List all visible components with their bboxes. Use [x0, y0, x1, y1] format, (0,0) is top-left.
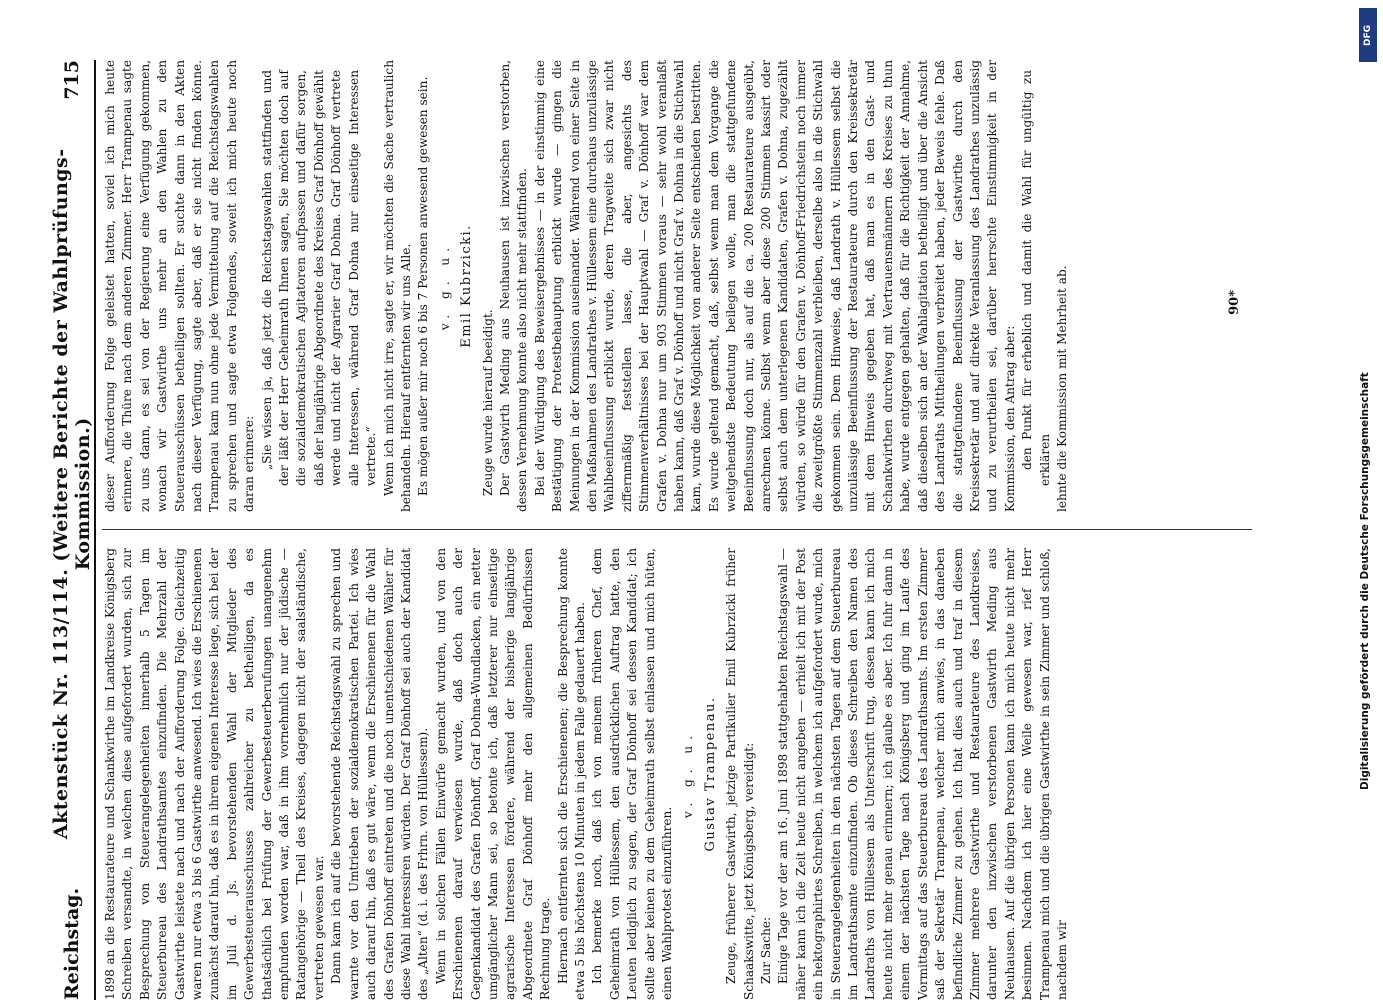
paragraph: Zeuge, früherer Gastwirth, jetzige Partikulier Emil Kubrzicki früher Schaakswitte, jetzt Königsberg, vereidigt: [724, 548, 756, 1000]
paragraph: Hiernach entfernten sich die Erschienenen; die Besprechung konnte etwa 5 bis höchstens 10 Minuten in jedem Falle gedauert haben. [555, 548, 587, 1000]
sheet-mark: 90* [1227, 290, 1242, 315]
page-number: 715 [61, 60, 83, 100]
paragraph: Einige Tage vor der am 16. Juni 1898 stattgehabten Reichstagswahl — näher kann ich die Zeit heute nicht angeben — erhielt ich mit der Post ein hektographirtes Schreiben, in welchem ich aufgefordert wurde, mich in Steuerangelegenheiten in den nächsten Tagen auf dem Steuerbureau im Landrathsamte einzufinden. Ob dieses Schreiben den Namen des Landraths von Hüllessem als Unterschrift trug, dessen kann ich mich heute nicht mehr genau erinnern; ich glaube es aber. Ich fuhr dann in einem der nächsten Tage nach Königsberg und ging im Laufe des Vormittags auf das Steuerbureau des Landrathsamts. Im ersten Zimmer saß der Sekretär Trampenau, welcher mich anwies, in das daneben befindliche Zimmer zu gehen. Ich that dies auch und traf in diesem Zimmer mehrere Gastwirthe und Restaurateure des Landkreises, darunter den inzwischen verstorbenen Gastwirth Meding aus Neuhausen. Auf die übrigen Personen kann ich mich heute nicht mehr besinnen. Nachdem ich hier eine Weile gewesen war, rief Herr Trampenau mich und die übrigen Gastwirthe in sein Zimmer und schloß, nachdem wir [776, 548, 1069, 1000]
paragraph: Es mögen außer mir noch 6 bis 7 Personen anwesend gewesen sein. [416, 76, 431, 496]
signatory-name: Gustav Trampenau. [702, 696, 718, 852]
column-divider [102, 529, 1252, 530]
left-column [102, 548, 1262, 1000]
paragraph: 1898 an die Restaurateure und Schankwirthe im Landkreise Königsberg Schreiben versandte, in welchen diese aufgefordert wurden, sich zur Besprechung von Steuerangelegenheiten innerhalb 5 Tagen im Steuerbureau des Landrathsamtes einzufinden. Die Mehrzahl der Gastwirthe leistete nach und nach der Aufforderung Folge. Gleichzeitig waren nur etwa 3 bis 6 Gastwirthe anwesend. Ich wies die Erschienenen zunächst darauf hin, daß es in ihrem eigenen Interesse liege, sich bei der im Juli d. Js. bevorstehenden Wahl der Mitglieder des Gewerbesteuerausschusses zahlreicher zu betheiligen, da es thatsächlich bei Prüfung der Gewerbesteuerberufungen unangenehm empfunden worden war, daß in ihm vornehmlich nur der jüdische — Ratangehörige — Theil des Kreises, dagegen nicht der saalständische, vertreten gewesen war. [103, 548, 326, 1000]
quotation: „Sie wissen ja, daß jetzt die Reichstagswahlen stattfinden und der läßt der Herr Geheimrath Ihnen sagen, Sie möchten doch auf die sozialdemokratischen Agitatoren aufpassen und dafür sorgen, daß der langjährige Abgeordnete des Kreises Graf Dönhoff gewählt werde und nicht der Agrarier Graf Dohna. Graf Dönhoff vertrete alle Interessen, während Graf Dohna nur einseitige Interessen vertrete.“ [259, 70, 379, 486]
paragraph: Der Gastwirth Meding aus Neuhausen ist inzwischen verstorben, dessen Vernehmung konnte also nicht mehr stattfinden. [497, 60, 530, 512]
header-title: Aktenstück Nr. 113/114. (Weitere Berichte der Wahlprüfungs-Kommission.) [50, 148, 94, 840]
page-header [50, 60, 96, 1000]
signature-mark: v. g. u. [681, 729, 696, 819]
paragraph: Zeuge wurde hierauf beeidigt. [480, 309, 495, 496]
paragraph: dieser Aufforderung Folge geleistet hatten, soviel ich mich heute erinnere, die Thüre nach dem anderen Zimmer. Herr Trampenau sagte zu uns dann, es sei von der Regierung eine Verfügung gekommen, wonach wir Gastwirthe uns mehr an den Wahlen zu den Steuerausschüssen betheiligen sollten. Er suchte dann in den Akten nach dieser Verfügung, sagte aber, daß er sie nicht finden könne. Trampenau kam nun ohne jede Vermittelung auf die Reichstagswahlen zu sprechen und sagte etwa Folgendes, soweit ich mich heute noch daran erinnere: [103, 60, 257, 512]
document-page [50, 0, 1270, 1000]
signatory-name: Emil Kubrzicki. [459, 224, 475, 348]
paragraph: Dann kam ich auf die bevorstehende Reichstagswahl zu sprechen und warnte vor den Umtrieben der sozialdemokratischen Partei. Ich wies auch darauf hin, daß es gut wäre, wenn die Erschienenen für die Wahl des Grafen Dönhoff eintreten und die noch unentschiedenen Wähler für diese Wahl interessiren würden. Der Graf Dönhoff sei auch der Kandidat des „Alten“ (d. i. des Frhrn. von Hüllessem). [329, 548, 431, 1000]
paragraph: Bei der Würdigung des Beweisergebnisses — in der einstimmig eine Bestätigung der Protestbehauptung erblickt wurde — gingen die Meinungen in der Kommission auseinander. Während von einer Seite in den Maßnahmen des Landrathes v. Hüllessem eine durchaus unzulässige Wahlbeeinflussung erblickt wurde, deren Tragweite sich zwar nicht ziffernmäßig feststellen lasse, die aber, angesichts des Stimmenverhältnisses bei der Hauptwahl — Graf v. Dönhoff war dem Grafen v. Dohna nur um 903 Stimmen voraus — sehr wohl veranlaßt haben kann, daß Graf v. Dönhoff und nicht Graf v. Dohna in die Stichwahl kam, wurde diese Möglichkeit von anderer Seite entschieden bestritten. Es wurde geltend gemacht, daß, selbst wenn man dem Vorgange die weitgehendste Bedeutung beilegen wolle, man die stattgefundene Beeinflussung doch nur, als auf die ca. 200 Restaurateure ausgeübt, anrechnen könne. Selbst wenn aber diese 200 Stimmen kassirt oder selbst auch dem unterlegenen Kandidaten, Grafen v. Dohna, zugezählt würden, so würde für den Grafen v. Dönhoff-Friedrichstein noch immer die zweitgrößte Stimmenzahl verbleiben, derselbe also in die Stichwahl gekommen sein. Dem Hinweise, daß Landrath v. Hüllessem selbst die unzulässige Beeinflussung der Restaurateure durch den Kreissekretär mit dem Hinweis gegeben hat, daß man es in den Gast- und Schankwirthen durchweg mit Vertrauensmännern des Kreises zu thun habe, wurde entgegen gehalten, daß für die Richtigkeit der Annahme, daß dieselben sich an der Wahlagitation betheiligt und über die Ansicht des Landraths Mittheilungen verbreitet haben, jeder Beweis fehle. Daß die stattgefundene Beeinflussung der Gastwirthe durch den Kreissekretär und auf direkte Veranlassung des Landrathes unzulässig und zu verurtheilen sei, darüber herrschte Einstimmigkeit in der Kommission, den Antrag aber: [532, 60, 1017, 512]
header-left: Reichstag. [61, 887, 83, 1000]
funding-note: Digitalisierung gefördert durch die Deutsche Forschungsgemeinschaft [1359, 372, 1371, 790]
right-column [102, 60, 1262, 512]
paragraph: Zur Sache: [759, 916, 774, 984]
paragraph: lehnte die Kommission mit Mehrheit ab. [1054, 265, 1069, 512]
dfg-logo: DFG [1359, 8, 1377, 62]
digitization-sidebar [1353, 0, 1383, 1000]
motion-text: den Punkt für erheblich und damit die Wahl für ungültig zu erklären [1020, 70, 1052, 486]
paragraph: Wenn ich mich nicht irre, sagte er, wir möchten die Sache vertraulich behandeln. Hierauf entfernten wir uns Alle. [381, 60, 413, 512]
paragraph: Wenn in solchen Fällen Einwürfe gemacht wurden, und von den Erschienenen darauf verwiesen wurde, daß doch auch der Gegenkandidat des Grafen Dönhoff, Graf Dohna-Wundlacken, ein netter umgänglicher Mann sei, so betonte ich, daß letzterer nur einseitige agrarische Interessen fördere, während der bisherige langjährige Abgeordnete Graf Dönhoff mehr den allgemeinen Bedürfnissen Rechnung trage. [433, 548, 553, 1000]
signature-mark: v. g. u. [437, 241, 452, 331]
paragraph: Ich bemerke noch, daß ich von meinem früheren Chef, dem Geheimrath von Hüllessem, den ausdrücklichen Auftrag hatte, den Leuten lediglich zu sagen, der Graf Dönhoff sei dessen Kandidat; ich sollte aber keinen zu dem Geheimrath selbst einlassen und mich hüten, einen Wahlprotest einzuführen. [590, 548, 674, 1000]
